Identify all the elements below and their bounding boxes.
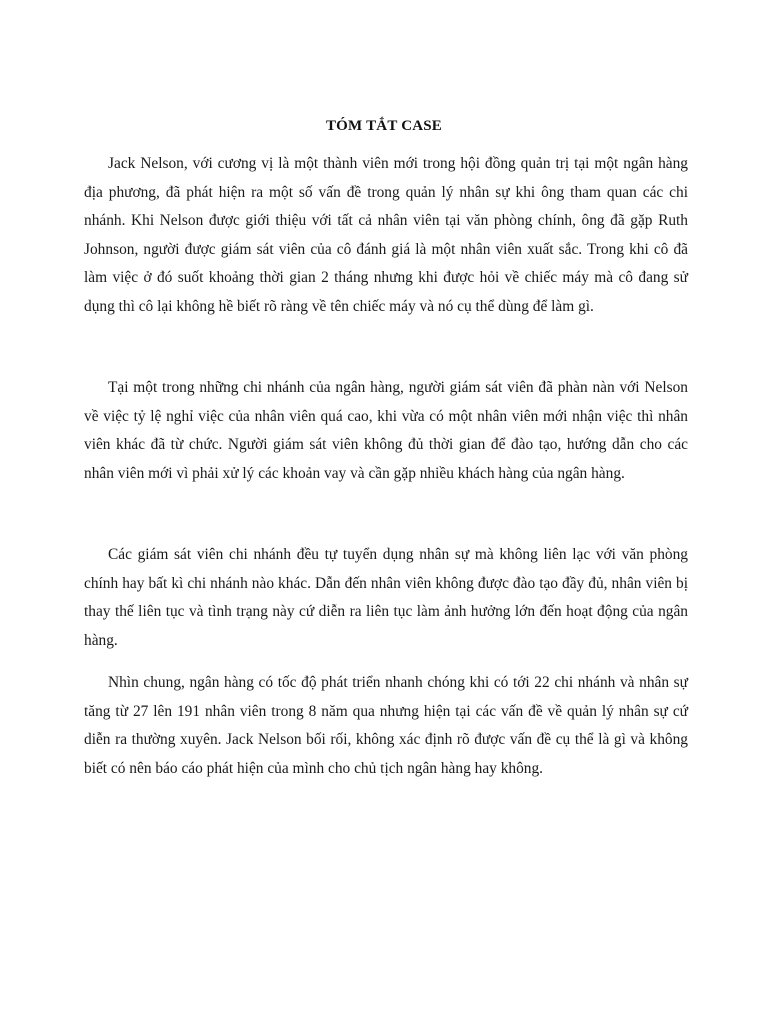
document-title: TÓM TẮT CASE: [325, 118, 443, 134]
paragraph-3: Các giám sát viên chi nhánh đều tự tuyển dụng nhân sự mà không liên lạc với văn phòng chính hay bất kì chi nhánh nào khác. Dẫn đến nhân viên không được đào tạo đầy đủ, nhân viên bị thay thế liên tục và tình trạng này cứ diễn ra liên tục làm ảnh hưởng lớn đến hoạt động của ngân hàng.: [84, 546, 688, 649]
paragraph-1: Jack Nelson, với cương vị là một thành viên mới trong hội đồng quản trị tại một ngân hàng địa phương, đã phát hiện ra một số vấn đề trong quản lý nhân sự khi ông tham quan các chi nhánh. Khi Nelson được giới thiệu với tất cả nhân viên tại văn phòng chính, ông đã gặp Ruth Johnson, người được giám sát viên của cô đánh giá là một nhân viên xuất sắc. Trong khi cô đã làm việc ở đó suốt khoảng thời gian 2 tháng nhưng khi được hỏi về chiếc máy mà cô đang sử dụng thì cô lại không hề biết rõ ràng về tên chiếc máy và nó cụ thể dùng để làm gì.: [84, 155, 688, 315]
paragraph-2: Tại một trong những chi nhánh của ngân hàng, người giám sát viên đã phàn nàn với Nelson về việc tỷ lệ nghỉ việc của nhân viên quá cao, khi vừa có một nhân viên mới nhận việc thì nhân viên khác đã từ chức. Người giám sát viên không đủ thời gian để đào tạo, hướng dẫn cho các nhân viên mới vì phải xử lý các khoản vay và cần gặp nhiều khách hàng của ngân hàng.: [84, 379, 688, 482]
paragraph-4: Nhìn chung, ngân hàng có tốc độ phát triển nhanh chóng khi có tới 22 chi nhánh và nhân sự tăng từ 27 lên 191 nhân viên trong 8 năm qua nhưng hiện tại các vấn đề về quản lý nhân sự cứ diễn ra thường xuyên. Jack Nelson bối rối, không xác định rõ được vấn đề cụ thể là gì và không biết có nên báo cáo phát hiện của mình cho chủ tịch ngân hàng hay không.: [84, 674, 688, 777]
